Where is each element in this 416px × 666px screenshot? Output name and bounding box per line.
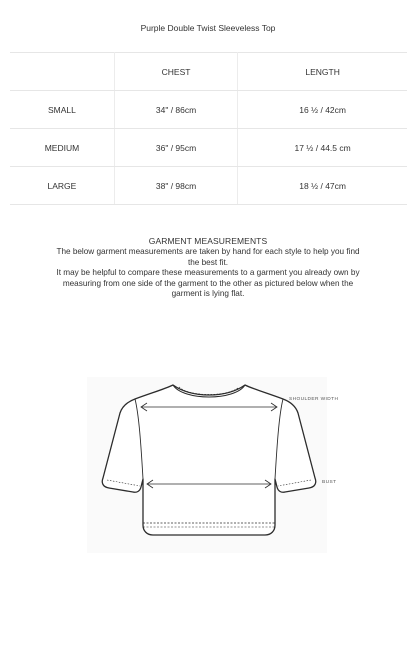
header-cell-chest: CHEST: [114, 53, 237, 91]
page-title: Purple Double Twist Sleeveless Top: [140, 23, 276, 33]
length-cell: 18 ½ / 47cm: [238, 167, 407, 205]
table-row: [10, 91, 407, 129]
measurements-heading: GARMENT MEASUREMENTS: [148, 236, 268, 246]
chest-cell: 36" / 95cm: [114, 129, 237, 167]
tshirt-flat-sketch: [85, 375, 345, 555]
measurements-paragraph: It may be helpful to compare these measurements to a garment you already own by measuring from one side of the garment to the other as pictured below when the garment is lying flat.: [56, 268, 360, 298]
measurements-paragraph: The below garment measurements are taken by hand for each style to help you find the best fit.: [56, 247, 360, 267]
table-header-row: [10, 53, 407, 91]
header-cell-size: [10, 53, 114, 91]
table-row: [10, 167, 407, 205]
size-chart-table: [10, 52, 407, 205]
length-cell: 16 ½ / 42cm: [238, 91, 407, 129]
size-cell: MEDIUM: [10, 129, 114, 167]
header-cell-length: LENGTH: [238, 53, 407, 91]
size-cell: LARGE: [10, 167, 114, 205]
shoulder-width-label: SHOULDER WIDTH: [289, 397, 339, 402]
size-cell: SMALL: [10, 91, 114, 129]
bust-label: BUST: [322, 480, 337, 485]
garment-measurement-diagram: [85, 375, 345, 555]
measurements-description: [50, 247, 366, 300]
table-row: [10, 129, 407, 167]
length-cell: 17 ½ / 44.5 cm: [238, 129, 407, 167]
chest-cell: 38" / 98cm: [114, 167, 237, 205]
chest-cell: 34" / 86cm: [114, 91, 237, 129]
